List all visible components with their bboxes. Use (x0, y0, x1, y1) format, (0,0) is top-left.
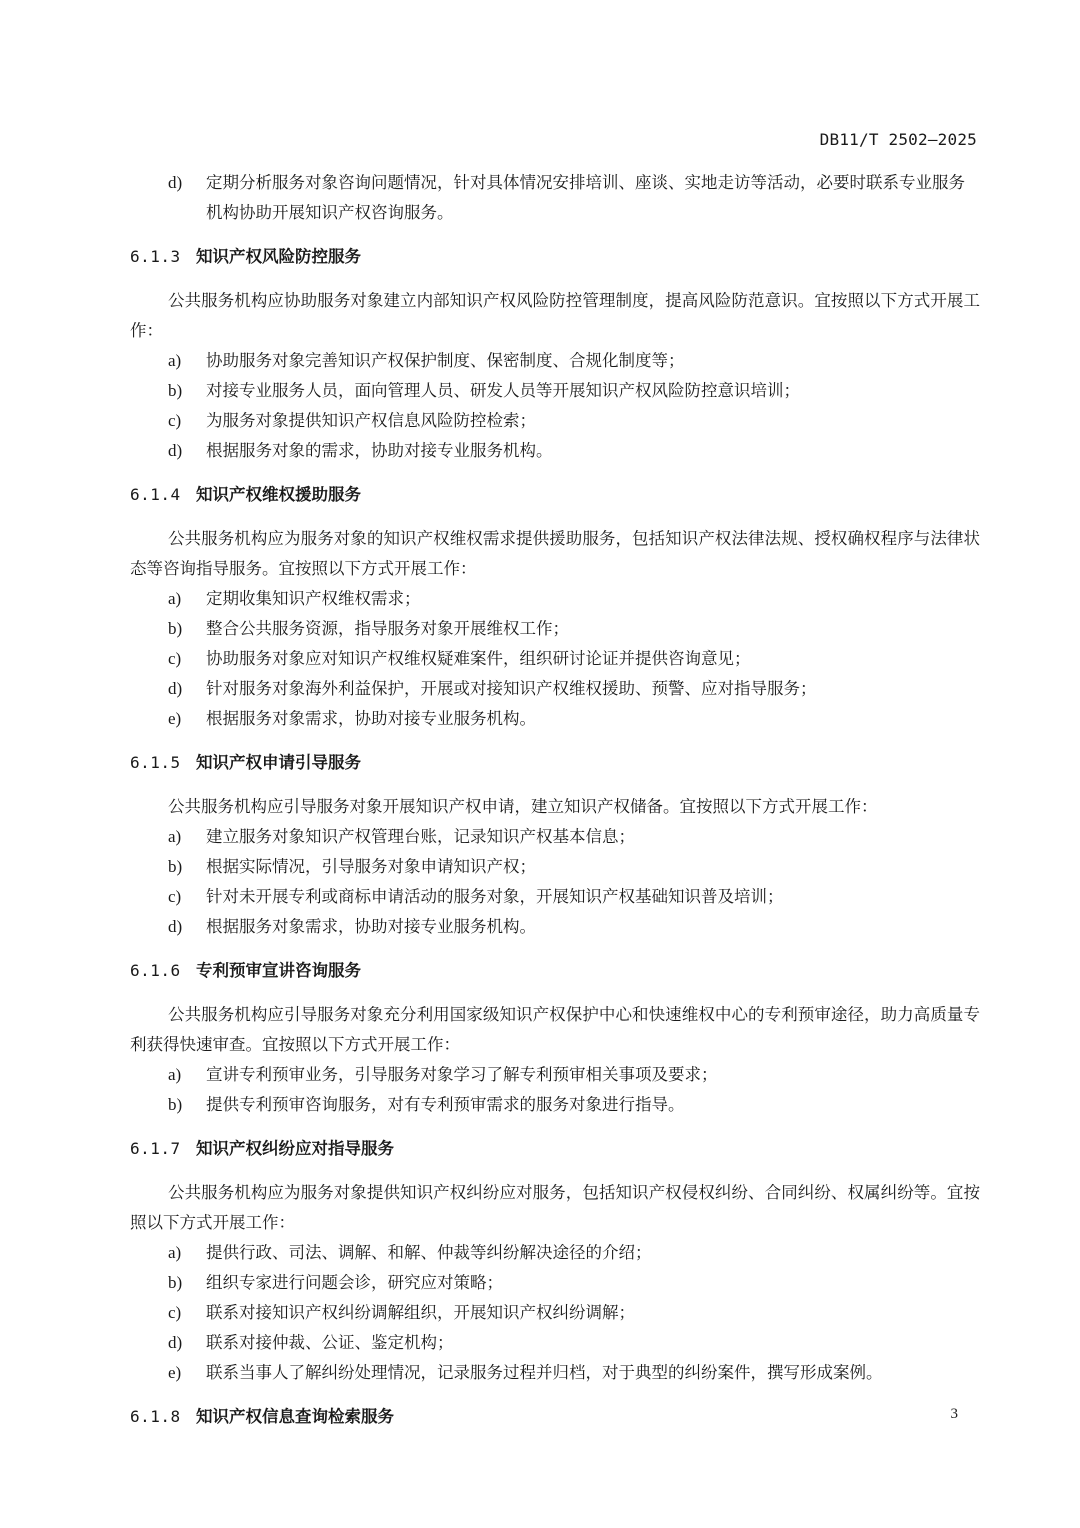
section-title: 知识产权申请引导服务 (196, 753, 361, 772)
list-text: 针对服务对象海外利益保护，开展或对接知识产权维权援助、预警、应对指导服务； (206, 679, 817, 698)
list-marker: b) (168, 619, 183, 638)
document-body (130, 168, 980, 1446)
document-code: DB11/T 2502—2025 (819, 130, 977, 149)
list-text: 针对未开展专利或商标申请活动的服务对象，开展知识产权基础知识普及培训； (206, 887, 784, 906)
list-text: 根据服务对象的需求，协助对接专业服务机构。 (206, 441, 553, 460)
section-paragraph: 公共服务机构应引导服务对象开展知识产权申请，建立知识产权储备。宜按照以下方式开展工作： (168, 797, 878, 816)
list-marker: e) (168, 709, 182, 728)
list-item (130, 644, 980, 674)
list-text: 根据服务对象需求，协助对接专业服务机构。 (206, 917, 536, 936)
section-heading (130, 1402, 980, 1432)
list-item (130, 674, 980, 704)
section-heading (130, 956, 980, 986)
list-item (130, 852, 980, 882)
section-6-1-8 (130, 1402, 980, 1432)
list-item (130, 406, 980, 436)
section-6-1-7 (130, 1134, 980, 1388)
list-text: 根据服务对象需求，协助对接专业服务机构。 (206, 709, 536, 728)
list-text: 协助服务对象完善知识产权保护制度、保密制度、合规化制度等； (206, 351, 685, 370)
list-item (130, 346, 980, 376)
list-text: 根据实际情况，引导服务对象申请知识产权； (206, 857, 536, 876)
page-number: 3 (950, 1406, 958, 1422)
section-heading (130, 480, 980, 510)
section-paragraph: 公共服务机构应为服务对象的知识产权维权需求提供援助服务，包括知识产权法律法规、授权确权程序与法律状态等咨询指导服务。宜按照以下方式开展工作： (130, 529, 980, 578)
list-item (130, 1358, 980, 1388)
list-text: 对接专业服务人员，面向管理人员、研发人员等开展知识产权风险防控意识培训； (206, 381, 800, 400)
list-marker: d) (168, 679, 183, 698)
list-item (130, 882, 980, 912)
list-marker: c) (168, 887, 182, 906)
list-marker: a) (168, 1065, 182, 1084)
section-heading (130, 1134, 980, 1164)
list-item (130, 822, 980, 852)
list-item (130, 436, 980, 466)
list-item (130, 1268, 980, 1298)
list-item (130, 704, 980, 734)
section-heading (130, 748, 980, 778)
list-marker: d) (168, 441, 183, 460)
section-heading (130, 242, 980, 272)
list-marker: c) (168, 1303, 182, 1322)
list-marker: a) (168, 1243, 182, 1262)
list-marker: b) (168, 857, 183, 876)
list-marker: c) (168, 649, 182, 668)
list-item (130, 1328, 980, 1358)
section-6-1-4 (130, 480, 980, 734)
list-marker: a) (168, 827, 182, 846)
list-text: 联系对接知识产权纠纷调解组织，开展知识产权纠纷调解； (206, 1303, 635, 1322)
list-marker: b) (168, 1273, 183, 1292)
section-6-1-5 (130, 748, 980, 942)
section-number: 6.1.8 (130, 1407, 181, 1426)
list-item (130, 1060, 980, 1090)
list-marker: b) (168, 381, 183, 400)
list-text: 宣讲专利预审业务，引导服务对象学习了解专利预审相关事项及要求； (206, 1065, 718, 1084)
list-item (130, 1298, 980, 1328)
section-number: 6.1.6 (130, 961, 181, 980)
list-text: 建立服务对象知识产权管理台账，记录知识产权基本信息； (206, 827, 635, 846)
list-text: 提供专利预审咨询服务，对有专利预审需求的服务对象进行指导。 (206, 1095, 685, 1114)
list-text: 定期收集知识产权维权需求； (206, 589, 421, 608)
section-6-1-6 (130, 956, 980, 1120)
list-text: 定期分析服务对象咨询问题情况，针对具体情况安排培训、座谈、实地走访等活动，必要时联系专业服务机构协助开展知识产权咨询服务。 (206, 173, 965, 222)
list-marker: a) (168, 589, 182, 608)
section-paragraph: 公共服务机构应引导服务对象充分利用国家级知识产权保护中心和快速维权中心的专利预审途径，助力高质量专利获得快速审查。宜按照以下方式开展工作： (130, 1005, 980, 1054)
list-text: 协助服务对象应对知识产权维权疑难案件，组织研讨论证并提供咨询意见； (206, 649, 751, 668)
list-marker: d) (168, 917, 183, 936)
section-paragraph: 公共服务机构应协助服务对象建立内部知识产权风险防控管理制度，提高风险防范意识。宜按照以下方式开展工作： (130, 291, 980, 340)
section-title: 知识产权维权援助服务 (196, 485, 361, 504)
list-text: 组织专家进行问题会诊，研究应对策略； (206, 1273, 503, 1292)
section-number: 6.1.3 (130, 247, 181, 266)
list-text: 联系对接仲裁、公证、鉴定机构； (206, 1333, 454, 1352)
section-paragraph: 公共服务机构应为服务对象提供知识产权纠纷应对服务，包括知识产权侵权纠纷、合同纠纷、权属纠纷等。宜按照以下方式开展工作： (130, 1183, 980, 1232)
section-number: 6.1.4 (130, 485, 181, 504)
section-title: 知识产权纠纷应对指导服务 (196, 1139, 394, 1158)
list-marker: a) (168, 351, 182, 370)
list-text: 提供行政、司法、调解、和解、仲裁等纠纷解决途径的介绍； (206, 1243, 652, 1262)
section-title: 知识产权信息查询检索服务 (196, 1407, 394, 1426)
list-marker: d) (168, 1333, 183, 1352)
list-marker: e) (168, 1363, 182, 1382)
list-item (130, 584, 980, 614)
section-number: 6.1.5 (130, 753, 181, 772)
section-title: 知识产权风险防控服务 (196, 247, 361, 266)
list-item (130, 912, 980, 942)
list-text: 联系当事人了解纠纷处理情况，记录服务过程并归档，对于典型的纠纷案件，撰写形成案例。 (206, 1363, 883, 1382)
list-marker: b) (168, 1095, 183, 1114)
list-text: 为服务对象提供知识产权信息风险防控检索； (206, 411, 536, 430)
section-6-1-3 (130, 242, 980, 466)
section-title: 专利预审宣讲咨询服务 (196, 961, 361, 980)
list-marker: c) (168, 411, 182, 430)
list-item (130, 168, 980, 228)
list-item (130, 614, 980, 644)
list-item (130, 376, 980, 406)
list-text: 整合公共服务资源，指导服务对象开展维权工作； (206, 619, 569, 638)
list-marker: d) (168, 173, 183, 192)
list-item (130, 1238, 980, 1268)
list-item (130, 1090, 980, 1120)
section-number: 6.1.7 (130, 1139, 181, 1158)
